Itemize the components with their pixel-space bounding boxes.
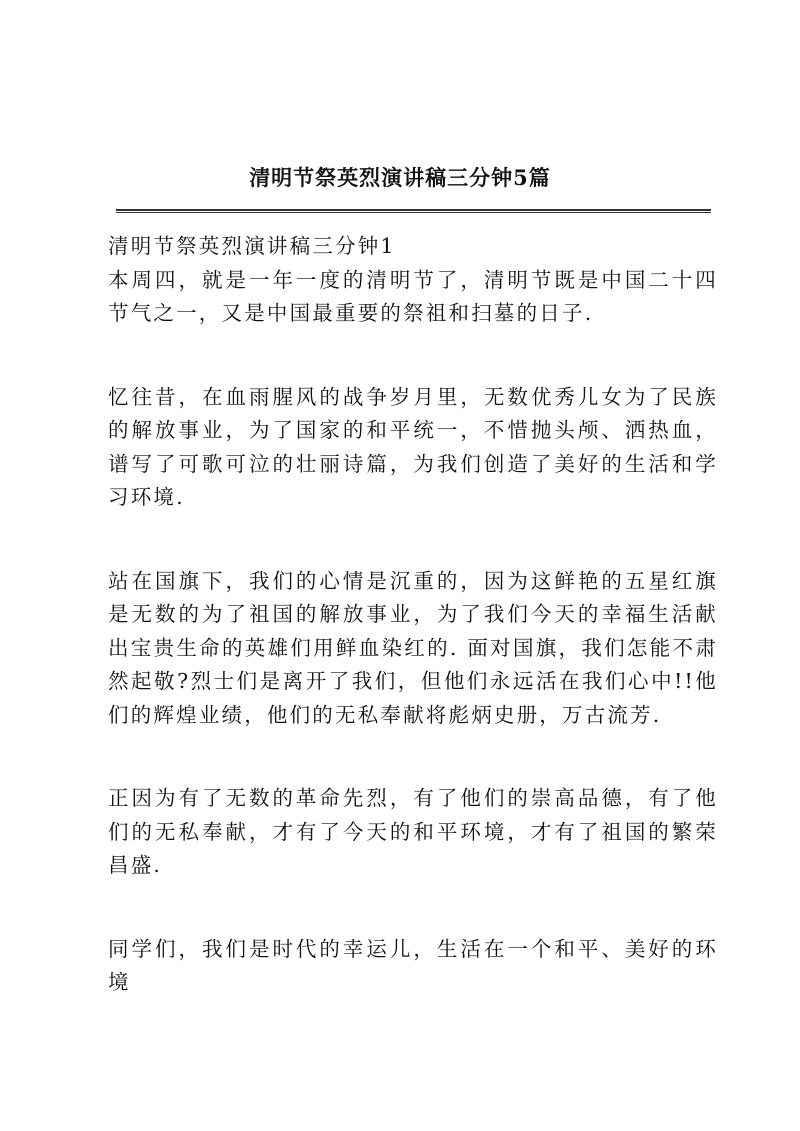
title-divider <box>116 209 711 213</box>
document-title: 清明节祭英烈演讲稿三分钟5篇 <box>249 165 551 190</box>
paragraph-5: 同学们，我们是时代的幸运儿，生活在一个和平、美好的环境 <box>108 936 718 994</box>
paragraph-3: 站在国旗下，我们的心情是沉重的，因为这鲜艳的五星红旗是无数的为了祖国的解放事业，为了我们今天的幸福生活献出宝贵生命的英雄们用鲜血染红的. 面对国旗，我们怎能不肃然起敬?烈士们是离开了我们，但他们永远活在我们心中!!他们的辉煌业绩，他们的无私奉献将彪炳史册，万古流芳. <box>108 568 718 727</box>
section-heading: 清明节祭英烈演讲稿三分钟1 <box>108 234 396 258</box>
document-body <box>108 230 718 1000</box>
paragraph-2: 忆往昔，在血雨腥风的战争岁月里，无数优秀儿女为了民族的解放事业，为了国家的和平统一，不惜抛头颅、洒热血，谱写了可歌可泣的壮丽诗篇，为我们创造了美好的生活和学习环境. <box>108 384 718 509</box>
paragraph-4: 正因为有了无数的革命先烈，有了他们的崇高品德，有了他们的无私奉献，才有了今天的和平环境，才有了祖国的繁荣昌盛. <box>108 786 718 877</box>
paragraph-1: 本周四，就是一年一度的清明节了，清明节既是中国二十四节气之一，又是中国最重要的祭祖和扫墓的日子. <box>108 267 718 325</box>
